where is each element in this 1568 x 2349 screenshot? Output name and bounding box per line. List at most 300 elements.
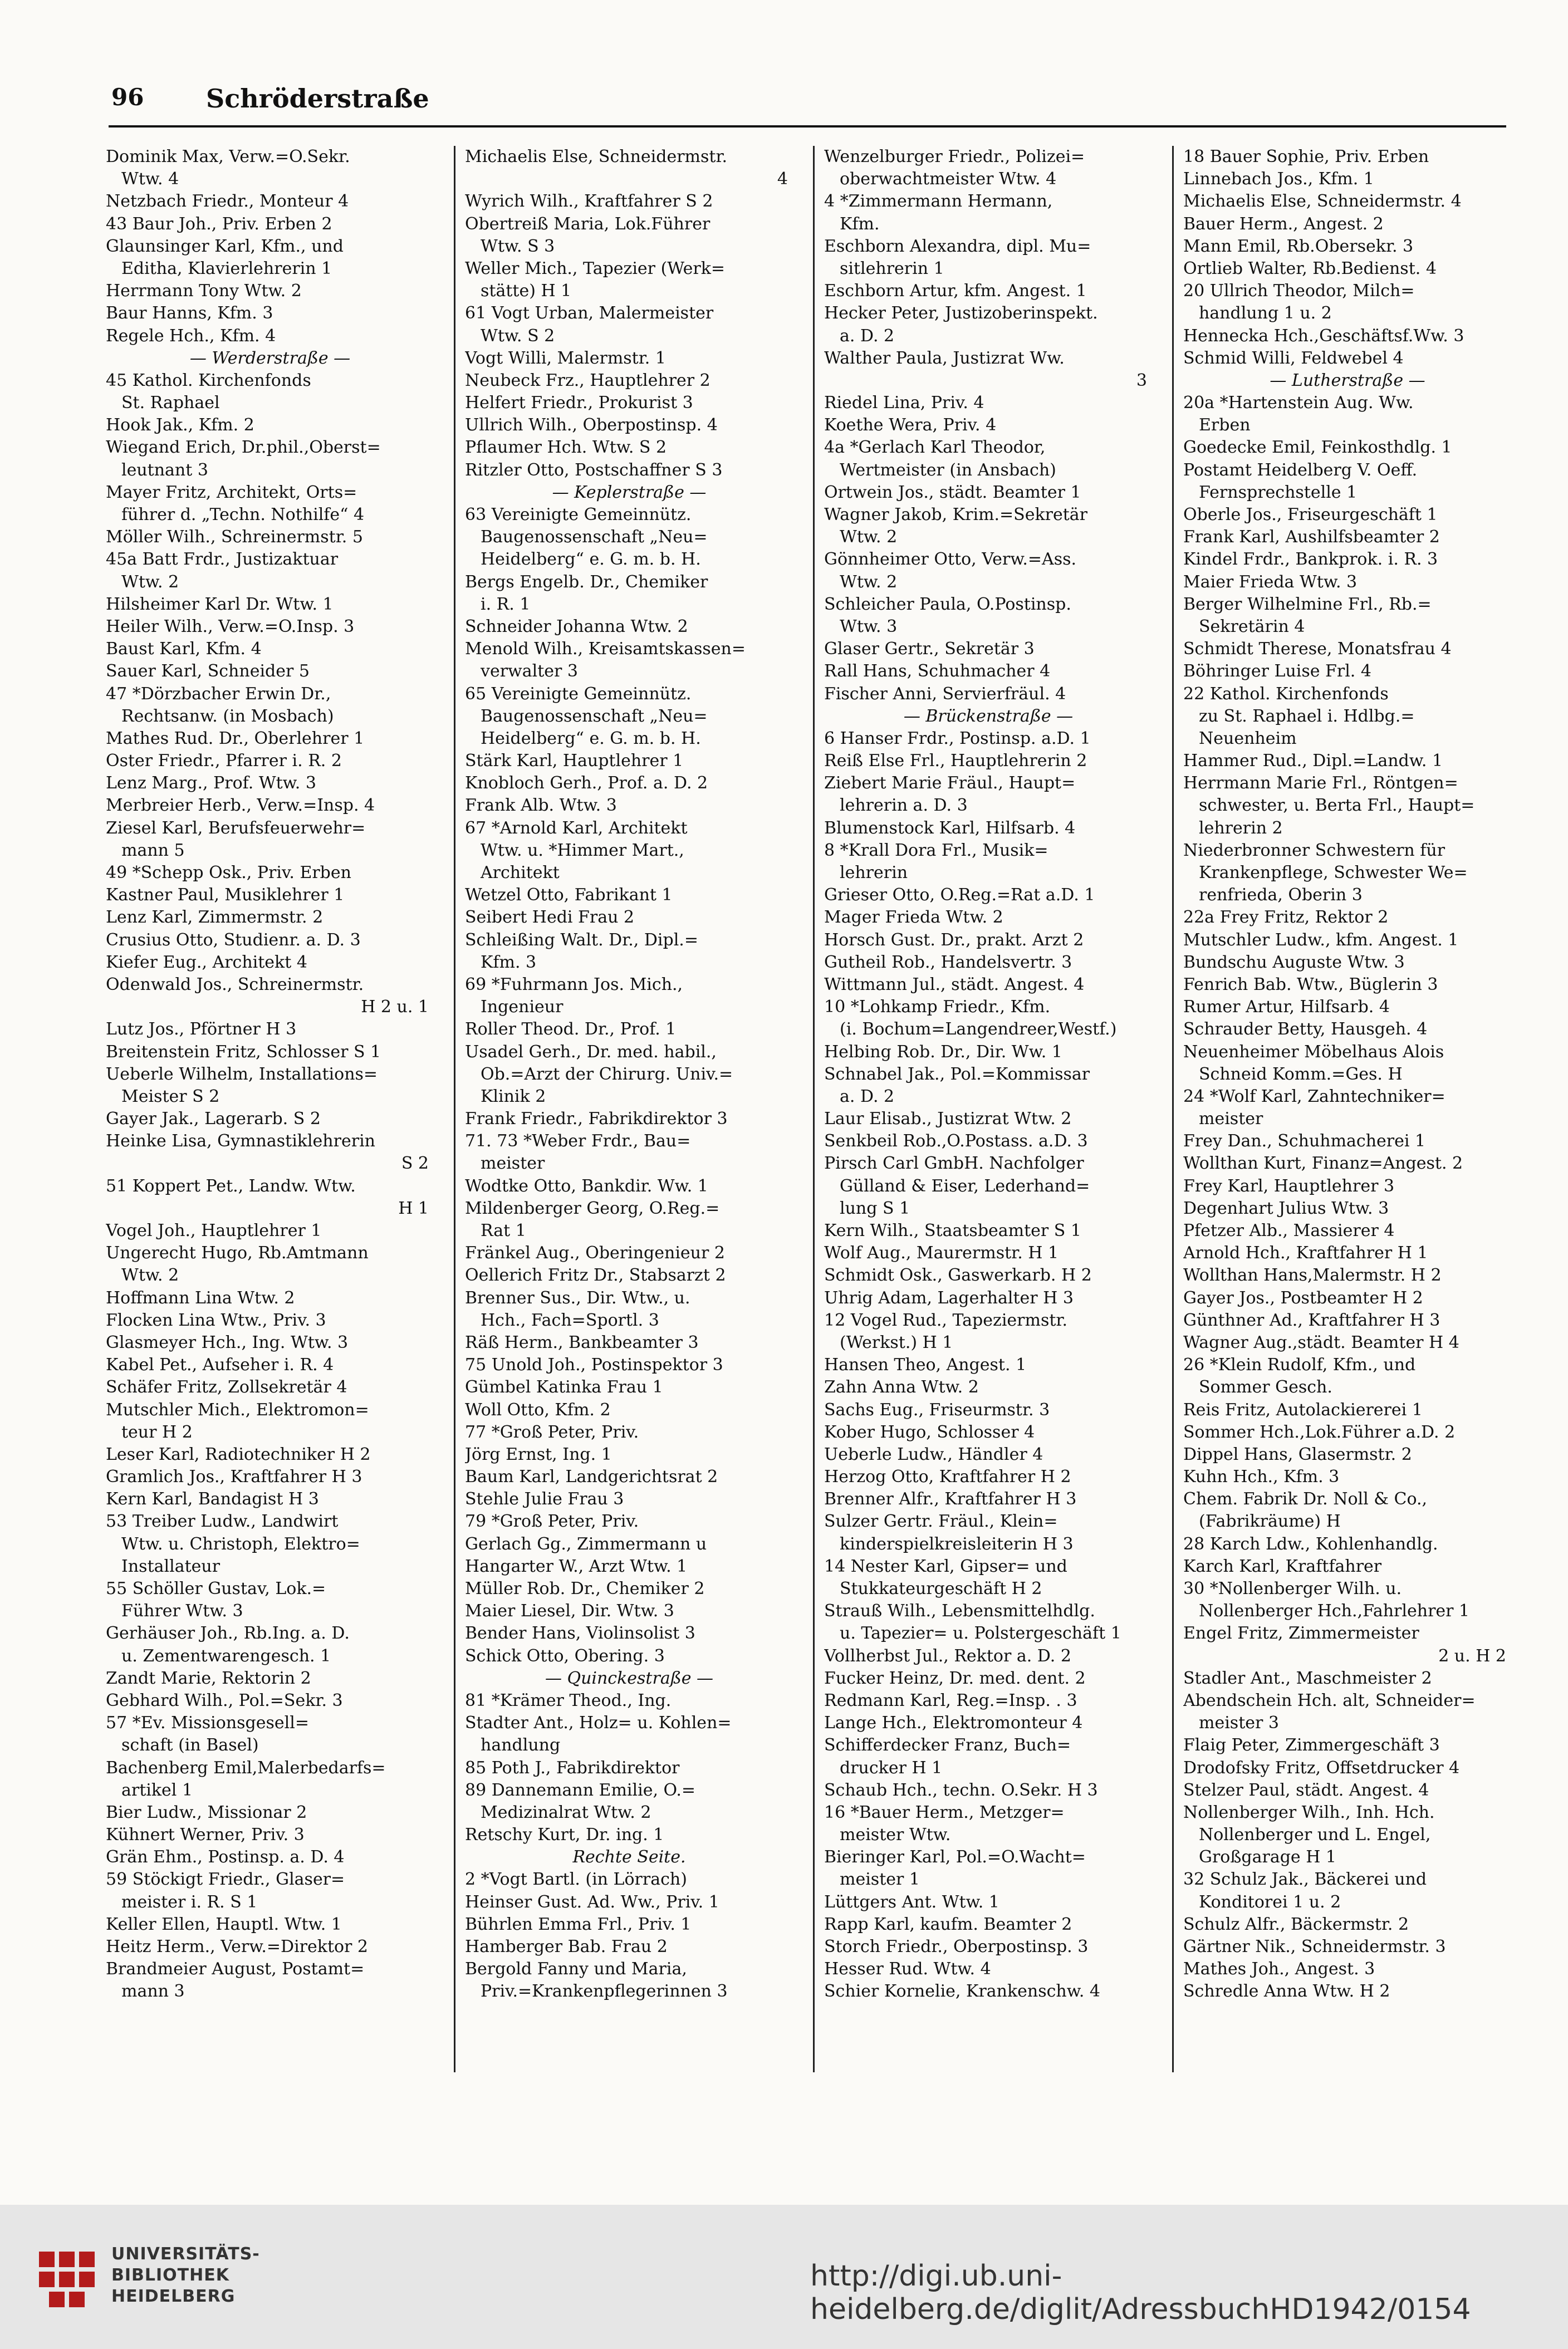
entry-continuation: handlung: [481, 1735, 561, 1755]
directory-entry: Kern Karl, Bandagist H 3: [106, 1489, 319, 1509]
directory-entry: Ullrich Wilh., Oberpostinsp. 4: [465, 415, 718, 435]
directory-entry: 22a Frey Fritz, Rektor 2: [1183, 908, 1389, 928]
directory-entry: 30 *Nollenberger Wilh. u.: [1183, 1579, 1402, 1598]
entry-continuation: Wtw. 3: [840, 616, 898, 636]
directory-entry: Hecker Peter, Justizoberinspekt.: [824, 303, 1098, 323]
entry-continuation: lehrerin: [840, 863, 908, 882]
directory-entry: Frank Friedr., Fabrikdirektor 3: [465, 1109, 728, 1129]
directory-entry: Berger Wilhelmine Frl., Rb.=: [1183, 594, 1432, 614]
directory-entry: 71. 73 *Weber Frdr., Bau=: [465, 1131, 691, 1151]
library-name-line: HEIDELBERG: [111, 2287, 236, 2306]
directory-entry: Grän Ehm., Postinsp. a. D. 4: [106, 1847, 345, 1867]
entry-continuation: Erben: [1199, 415, 1251, 435]
entry-continuation: Nollenberger und L. Engel,: [1199, 1825, 1431, 1845]
entry-continuation: kinderspielkreisleiterin H 3: [840, 1534, 1074, 1554]
entry-continuation: a. D. 2: [840, 1086, 895, 1106]
entry-continuation: (i. Bochum=Langendreer,Westf.): [840, 1019, 1117, 1039]
entry-continuation: verwalter 3: [481, 661, 578, 681]
section-heading: — Lutherstraße —: [1270, 370, 1425, 390]
directory-entry: Sauer Karl, Schneider 5: [106, 661, 310, 681]
directory-entry: 32 Schulz Jak., Bäckerei und: [1183, 1870, 1427, 1890]
entry-continuation: Fernsprechstelle 1: [1199, 482, 1358, 502]
directory-entry: 59 Stöckigt Friedr., Glaser=: [106, 1870, 345, 1890]
directory-entry: Helbing Rob. Dr., Dir. Ww. 1: [824, 1042, 1062, 1062]
entry-continuation: Kfm.: [840, 214, 880, 234]
directory-entry: Strauß Wilh., Lebensmittelhdlg.: [824, 1601, 1095, 1621]
directory-entry: 22 Kathol. Kirchenfonds: [1183, 684, 1389, 704]
directory-entry: Brandmeier August, Postamt=: [106, 1959, 365, 1979]
entry-continuation: Baugenossenschaft „Neu=: [481, 706, 708, 726]
directory-entry: Storch Friedr., Oberpostinsp. 3: [824, 1937, 1089, 1956]
directory-entry: 43 Baur Joh., Priv. Erben 2: [106, 214, 332, 234]
directory-entry: Schick Otto, Obering. 3: [465, 1646, 665, 1666]
directory-entry: Sommer Hch.,Lok.Führer a.D. 2: [1183, 1422, 1456, 1442]
entry-continuation: H 1: [398, 1198, 429, 1218]
directory-entry: 12 Vogel Rud., Tapeziermstr.: [824, 1310, 1067, 1330]
entry-continuation: (Fabrikräume) H: [1199, 1512, 1341, 1532]
directory-entry: Schrauder Betty, Hausgeh. 4: [1183, 1019, 1428, 1039]
directory-entry: Chem. Fabrik Dr. Noll & Co.,: [1183, 1489, 1428, 1509]
directory-entry: Glaser Gertr., Sekretär 3: [824, 639, 1035, 659]
entry-continuation: Ob.=Arzt der Chirurg. Univ.=: [481, 1064, 733, 1084]
directory-entry: Herzog Otto, Kraftfahrer H 2: [824, 1467, 1071, 1487]
entry-continuation: Wtw. S 2: [481, 326, 555, 346]
entry-continuation: Heidelberg“ e. G. m. b. H.: [481, 550, 701, 570]
directory-entry: 6 Hanser Frdr., Postinsp. a.D. 1: [824, 728, 1091, 748]
directory-entry: Wetzel Otto, Fabrikant 1: [465, 885, 673, 905]
permalink-url[interactable]: http://digi.ub.uni-heidelberg.de/diglit/AdressbuchHD1942/0154: [810, 2259, 1471, 2326]
directory-entry: 77 *Groß Peter, Priv.: [465, 1422, 639, 1442]
directory-entry: Kabel Pet., Aufseher i. R. 4: [106, 1355, 334, 1375]
directory-entry: Odenwald Jos., Schreinermstr.: [106, 974, 364, 994]
directory-entry: Bergs Engelb. Dr., Chemiker: [465, 572, 708, 592]
page-number: 96: [111, 84, 144, 111]
directory-entry: Heiler Wilh., Verw.=O.Insp. 3: [106, 616, 355, 636]
directory-entry: Vogt Willi, Malermstr. 1: [465, 348, 666, 368]
section-heading: — Keplerstraße —: [552, 482, 707, 502]
directory-entry: Böhringer Luise Frl. 4: [1183, 661, 1371, 681]
directory-entry: Pirsch Carl GmbH. Nachfolger: [824, 1154, 1084, 1174]
directory-entry: Kühnert Werner, Priv. 3: [106, 1825, 305, 1845]
directory-entry: 45 Kathol. Kirchenfonds: [106, 370, 311, 390]
directory-entry: Rumer Artur, Hilfsarb. 4: [1183, 997, 1390, 1017]
directory-entry: Lange Hch., Elektromonteur 4: [824, 1713, 1083, 1733]
directory-entry: Flocken Lina Wtw., Priv. 3: [106, 1310, 326, 1330]
directory-entry: Grieser Otto, O.Reg.=Rat a.D. 1: [824, 885, 1095, 905]
page-header: [111, 78, 1503, 128]
directory-entry: Oellerich Fritz Dr., Stabsarzt 2: [465, 1266, 726, 1286]
directory-entry: Crusius Otto, Studienr. a. D. 3: [106, 930, 361, 950]
directory-entry: Wollthan Kurt, Finanz=Angest. 2: [1183, 1154, 1463, 1174]
column-1: [106, 146, 434, 2083]
directory-entry: 61 Vogt Urban, Malermeister: [465, 303, 714, 323]
column-3: [824, 146, 1153, 2083]
directory-entry: Ritzler Otto, Postschaffner S 3: [465, 460, 723, 480]
directory-entry: Günthner Ad., Kraftfahrer H 3: [1183, 1310, 1440, 1330]
directory-entry: Gönnheimer Otto, Verw.=Ass.: [824, 550, 1077, 570]
directory-entry: 14 Nester Karl, Gipser= und: [824, 1556, 1067, 1576]
directory-entry: Degenhart Julius Wtw. 3: [1183, 1198, 1389, 1218]
directory-entry: Reiß Else Frl., Hauptlehrerin 2: [824, 751, 1087, 771]
directory-entry: Schäfer Fritz, Zollsekretär 4: [106, 1377, 347, 1397]
directory-entry: Goedecke Emil, Feinkosthdlg. 1: [1183, 438, 1452, 458]
viewer-footer: [0, 2205, 1568, 2349]
entry-continuation: Wtw. 2: [121, 572, 179, 592]
directory-entry: Stehle Julie Frau 3: [465, 1489, 624, 1509]
directory-entry: Vollherbst Jul., Rektor a. D. 2: [824, 1646, 1071, 1666]
entry-continuation: zu St. Raphael i. Hdlbg.=: [1199, 706, 1415, 726]
directory-entry: Lenz Karl, Zimmermstr. 2: [106, 908, 324, 928]
directory-entry: 28 Karch Ldw., Kohlenhandlg.: [1183, 1534, 1438, 1554]
directory-entry: Frey Dan., Schuhmacherei 1: [1183, 1131, 1426, 1151]
directory-entry: Oster Friedr., Pfarrer i. R. 2: [106, 751, 342, 771]
entry-continuation: schwester, u. Berta Frl., Haupt=: [1199, 796, 1475, 816]
directory-entry: Keller Ellen, Hauptl. Wtw. 1: [106, 1914, 342, 1934]
directory-entry: Blumenstock Karl, Hilfsarb. 4: [824, 818, 1076, 838]
directory-entry: Fischer Anni, Servierfräul. 4: [824, 684, 1066, 704]
directory-entry: Laur Elisab., Justizrat Wtw. 2: [824, 1109, 1072, 1129]
directory-entry: Linnebach Jos., Kfm. 1: [1183, 169, 1374, 189]
entry-continuation: Wtw. u. Christoph, Elektro=: [121, 1534, 360, 1554]
directory-entry: Menold Wilh., Kreisamtskassen=: [465, 639, 746, 659]
entry-continuation: Wtw. S 3: [481, 236, 555, 256]
directory-entry: Wyrich Wilh., Kraftfahrer S 2: [465, 192, 713, 212]
directory-entry: 75 Unold Joh., Postinspektor 3: [465, 1355, 723, 1375]
entry-continuation: St. Raphael: [121, 393, 220, 413]
directory-entry: Nollenberger Wilh., Inh. Hch.: [1183, 1802, 1435, 1822]
directory-entry: Rall Hans, Schuhmacher 4: [824, 661, 1051, 681]
directory-entry: Schaub Hch., techn. O.Sekr. H 3: [824, 1780, 1098, 1800]
entry-continuation: schaft (in Basel): [121, 1735, 259, 1755]
entry-continuation: Neuenheim: [1199, 728, 1297, 748]
directory-entry: Herrmann Tony Wtw. 2: [106, 281, 302, 301]
entry-continuation: meister i. R. S 1: [121, 1892, 258, 1912]
entry-continuation: 4: [777, 169, 788, 189]
directory-entry: 51 Koppert Pet., Landw. Wtw.: [106, 1176, 356, 1196]
directory-entry: Wiegand Erich, Dr.phil.,Oberst=: [106, 438, 381, 458]
entry-continuation: Wtw. 2: [121, 1266, 179, 1286]
directory-entry: Brenner Sus., Dir. Wtw., u.: [465, 1288, 690, 1308]
column-2: [465, 146, 793, 2083]
directory-entry: Engel Fritz, Zimmermeister: [1183, 1624, 1419, 1644]
directory-entry: Mathes Joh., Angest. 3: [1183, 1959, 1375, 1979]
entry-continuation: Editha, Klavierlehrerin 1: [121, 258, 332, 278]
directory-entry: Glasmeyer Hch., Ing. Wtw. 3: [106, 1332, 349, 1352]
directory-entry: Fränkel Aug., Oberingenieur 2: [465, 1243, 725, 1263]
directory-entry: Mutschler Mich., Elektromon=: [106, 1400, 369, 1420]
directory-entry: Müller Rob. Dr., Chemiker 2: [465, 1579, 705, 1598]
directory-entry: Bührlen Emma Frl., Priv. 1: [465, 1914, 692, 1934]
directory-entry: Bieringer Karl, Pol.=O.Wacht=: [824, 1847, 1086, 1867]
directory-entry: Bundschu Auguste Wtw. 3: [1183, 952, 1405, 972]
directory-entry: Bier Ludw., Missionar 2: [106, 1802, 307, 1822]
entry-continuation: 2 u. H 2: [1438, 1646, 1506, 1666]
directory-entry: Neuenheimer Möbelhaus Alois: [1183, 1042, 1444, 1062]
directory-entry: Kober Hugo, Schlosser 4: [824, 1422, 1035, 1442]
directory-entry: Regele Hch., Kfm. 4: [106, 326, 276, 346]
directory-entry: Gerlach Gg., Zimmermann u: [465, 1534, 707, 1554]
directory-entry: 26 *Klein Rudolf, Kfm., und: [1183, 1355, 1416, 1375]
directory-entry: Baur Hanns, Kfm. 3: [106, 303, 273, 323]
entry-continuation: Wtw. 4: [121, 169, 179, 189]
entry-continuation: meister 1: [840, 1870, 920, 1890]
entry-continuation: stätte) H 1: [481, 281, 572, 301]
directory-entry: Gayer Jos., Postbeamter H 2: [1183, 1288, 1423, 1308]
entry-continuation: Krankenpflege, Schwester We=: [1199, 863, 1468, 882]
directory-entry: Gärtner Nik., Schneidermstr. 3: [1183, 1937, 1446, 1956]
entry-continuation: Architekt: [481, 863, 560, 882]
directory-entry: Ortlieb Walter, Rb.Bedienst. 4: [1183, 258, 1437, 278]
directory-entry: Knobloch Gerh., Prof. a. D. 2: [465, 773, 708, 793]
entry-continuation: Baugenossenschaft „Neu=: [481, 527, 708, 547]
directory-entry: Kuhn Hch., Kfm. 3: [1183, 1467, 1340, 1487]
entry-continuation: u. Tapezier= u. Polstergeschäft 1: [840, 1624, 1121, 1644]
entry-continuation: lung S 1: [840, 1198, 910, 1218]
directory-entry: Hammer Rud., Dipl.=Landw. 1: [1183, 751, 1443, 771]
directory-entry: Wittmann Jul., städt. Angest. 4: [824, 974, 1085, 994]
directory-entry: Zandt Marie, Rektorin 2: [106, 1668, 311, 1688]
directory-entry: Schnabel Jak., Pol.=Kommissar: [824, 1064, 1090, 1084]
entry-continuation: Schneid Komm.=Ges. H: [1199, 1064, 1403, 1084]
directory-entry: 55 Schöller Gustav, Lok.=: [106, 1579, 326, 1598]
directory-entry: Mildenberger Georg, O.Reg.=: [465, 1198, 720, 1218]
directory-entry: Kern Wilh., Staatsbeamter S 1: [824, 1221, 1081, 1240]
entry-continuation: 3: [1136, 370, 1147, 390]
library-name-line: UNIVERSITÄTS-: [111, 2244, 260, 2264]
entry-continuation: Medizinalrat Wtw. 2: [481, 1802, 651, 1822]
entry-continuation: Nollenberger Hch.,Fahrlehrer 1: [1199, 1601, 1470, 1621]
directory-entry: Senkbeil Rob.,O.Postass. a.D. 3: [824, 1131, 1088, 1151]
directory-entry: Obertreiß Maria, Lok.Führer: [465, 214, 710, 234]
entry-continuation: drucker H 1: [840, 1758, 943, 1778]
section-heading: — Quinckestraße —: [545, 1668, 714, 1688]
entry-continuation: Wtw. 2: [840, 527, 898, 547]
directory-entry: Heinke Lisa, Gymnastiklehrerin: [106, 1131, 375, 1151]
entry-continuation: Kfm. 3: [481, 952, 537, 972]
entry-continuation: Priv.=Krankenpflegerinnen 3: [481, 1982, 728, 2002]
section-heading: — Werderstraße —: [189, 348, 351, 368]
directory-entry: Merbreier Herb., Verw.=Insp. 4: [106, 796, 375, 816]
directory-entry: 20 Ullrich Theodor, Milch=: [1183, 281, 1415, 301]
university-logo-icon: [33, 2240, 100, 2313]
directory-entry: Schleicher Paula, O.Postinsp.: [824, 594, 1071, 614]
directory-entry: Ortwein Jos., städt. Beamter 1: [824, 482, 1081, 502]
directory-entry: Wollthan Hans,Malermstr. H 2: [1183, 1266, 1442, 1286]
directory-entry: 2 *Vogt Bartl. (in Lörrach): [465, 1870, 687, 1890]
entry-continuation: teur H 2: [121, 1422, 193, 1442]
directory-entry: Horsch Gust. Dr., prakt. Arzt 2: [824, 930, 1084, 950]
directory-entry: 8 *Krall Dora Frl., Musik=: [824, 840, 1048, 860]
directory-entry: Gramlich Jos., Kraftfahrer H 3: [106, 1467, 362, 1487]
directory-entry: Hennecka Hch.,Geschäftsf.Ww. 3: [1183, 326, 1464, 346]
directory-entry: Reis Fritz, Autolackiererei 1: [1183, 1400, 1423, 1420]
directory-entry: Hansen Theo, Angest. 1: [824, 1355, 1027, 1375]
directory-entry: Gayer Jak., Lagerarb. S 2: [106, 1109, 321, 1129]
directory-entry: Heitz Herm., Verw.=Direktor 2: [106, 1937, 369, 1956]
directory-entry: Woll Otto, Kfm. 2: [465, 1400, 611, 1420]
directory-entry: Mutschler Ludw., kfm. Angest. 1: [1183, 930, 1459, 950]
entry-continuation: mann 3: [121, 1982, 185, 2002]
directory-entry: Jörg Ernst, Ing. 1: [465, 1444, 612, 1464]
directory-entry: Arnold Hch., Kraftfahrer H 1: [1183, 1243, 1428, 1263]
entry-continuation: lehrerin 2: [1199, 818, 1283, 838]
directory-entry: Roller Theod. Dr., Prof. 1: [465, 1019, 677, 1039]
directory-entry: Niederbronner Schwestern für: [1183, 840, 1445, 860]
directory-entry: Heinser Gust. Ad. Ww., Priv. 1: [465, 1892, 719, 1912]
directory-entry: Hilsheimer Karl Dr. Wtw. 1: [106, 594, 334, 614]
directory-entry: Dippel Hans, Glasermstr. 2: [1183, 1444, 1412, 1464]
column-4: [1183, 146, 1512, 2083]
entry-continuation: Heidelberg“ e. G. m. b. H.: [481, 728, 701, 748]
directory-entry: Sachs Eug., Friseurmstr. 3: [824, 1400, 1050, 1420]
directory-entry: Schmidt Therese, Monatsfrau 4: [1183, 639, 1452, 659]
directory-entry: Hoffmann Lina Wtw. 2: [106, 1288, 295, 1308]
directory-entry: Stelzer Paul, städt. Angest. 4: [1183, 1780, 1429, 1800]
directory-entry: Usadel Gerh., Dr. med. habil.,: [465, 1042, 717, 1062]
directory-entry: Eschborn Alexandra, dipl. Mu=: [824, 236, 1091, 256]
directory-entry: Karch Karl, Kraftfahrer: [1183, 1556, 1382, 1576]
entry-continuation: Wtw. 2: [840, 572, 898, 592]
directory-entry: 24 *Wolf Karl, Zahntechniker=: [1183, 1086, 1445, 1106]
entry-continuation: Wertmeister (in Ansbach): [840, 460, 1056, 480]
directory-entry: Michaelis Else, Schneidermstr.: [465, 147, 728, 166]
directory-entry: Wodtke Otto, Bankdir. Ww. 1: [465, 1176, 708, 1196]
entry-continuation: Meister S 2: [121, 1086, 220, 1106]
entry-continuation: Großgarage H 1: [1199, 1847, 1337, 1867]
entry-continuation: Rat 1: [481, 1221, 526, 1240]
directory-entry: Maier Frieda Wtw. 3: [1183, 572, 1358, 592]
directory-entry: Gümbel Katinka Frau 1: [465, 1377, 663, 1397]
directory-entry: Oberle Jos., Friseurgeschäft 1: [1183, 505, 1438, 524]
directory-entry: Bachenberg Emil,Malerbedarfs=: [106, 1758, 386, 1778]
entry-continuation: mann 5: [121, 840, 185, 860]
entry-continuation: i. R. 1: [481, 594, 531, 614]
entry-continuation: renfrieda, Oberin 3: [1199, 885, 1363, 905]
entry-continuation: Rechtsanw. (in Mosbach): [121, 706, 334, 726]
entry-continuation: meister Wtw.: [840, 1825, 951, 1845]
directory-entry: Stärk Karl, Hauptlehrer 1: [465, 751, 684, 771]
entry-continuation: handlung 1 u. 2: [1199, 303, 1332, 323]
directory-entry: 85 Poth J., Fabrikdirektor: [465, 1758, 680, 1778]
entry-continuation: Gülland & Eiser, Lederhand=: [840, 1176, 1090, 1196]
directory-entry: Flaig Peter, Zimmergeschäft 3: [1183, 1735, 1440, 1755]
entry-continuation: Wtw. u. *Himmer Mart.,: [481, 840, 684, 860]
directory-entry: Michaelis Else, Schneidermstr. 4: [1183, 192, 1462, 212]
directory-entry: Drodofsky Fritz, Offsetdrucker 4: [1183, 1758, 1460, 1778]
directory-entry: Vogel Joh., Hauptlehrer 1: [106, 1221, 322, 1240]
entry-continuation: S 2: [401, 1154, 429, 1174]
directory-entry: Frank Alb. Wtw. 3: [465, 796, 617, 816]
entry-continuation: Hch., Fach=Sportl. 3: [481, 1310, 659, 1330]
directory-entry: Pfetzer Alb., Massierer 4: [1183, 1221, 1395, 1240]
directory-entry: Uhrig Adam, Lagerhalter H 3: [824, 1288, 1074, 1308]
entry-continuation: artikel 1: [121, 1780, 193, 1800]
directory-entry: Retschy Kurt, Dr. ing. 1: [465, 1825, 664, 1845]
directory-entry: 89 Dannemann Emilie, O.=: [465, 1780, 696, 1800]
directory-entry: Ziebert Marie Fräul., Haupt=: [824, 773, 1076, 793]
directory-entry: 65 Vereinigte Gemeinnütz.: [465, 684, 692, 704]
directory-entry: Leser Karl, Radiotechniker H 2: [106, 1444, 371, 1464]
entry-continuation: oberwachtmeister Wtw. 4: [840, 169, 1057, 189]
directory-entry: Helfert Friedr., Prokurist 3: [465, 393, 693, 413]
entry-continuation: leutnant 3: [121, 460, 208, 480]
directory-entry: Frey Karl, Hauptlehrer 3: [1183, 1176, 1395, 1196]
street-header: Schröderstraße: [206, 84, 429, 114]
directory-entry: Herrmann Marie Frl., Röntgen=: [1183, 773, 1458, 793]
entry-continuation: meister 3: [1199, 1713, 1279, 1733]
column-divider: [454, 146, 455, 2072]
entry-continuation: Sekretärin 4: [1199, 616, 1305, 636]
directory-entry: Fenrich Bab. Wtw., Büglerin 3: [1183, 974, 1438, 994]
library-name: [111, 2244, 260, 2307]
column-divider: [813, 146, 815, 2072]
directory-entry: Gerhäuser Joh., Rb.Ing. a. D.: [106, 1624, 350, 1644]
directory-entry: Frank Karl, Aushilfsbeamter 2: [1183, 527, 1440, 547]
directory-entry: Redmann Karl, Reg.=Insp. . 3: [824, 1690, 1077, 1710]
directory-entry: Lutz Jos., Pförtner H 3: [106, 1019, 297, 1039]
directory-entry: Kastner Paul, Musiklehrer 1: [106, 885, 345, 905]
entry-continuation: lehrerin a. D. 3: [840, 796, 968, 816]
directory-entry: 63 Vereinigte Gemeinnütz.: [465, 505, 692, 524]
directory-entry: Gebhard Wilh., Pol.=Sekr. 3: [106, 1690, 343, 1710]
directory-entry: Kindel Frdr., Bankprok. i. R. 3: [1183, 550, 1438, 570]
directory-entry: 16 *Bauer Herm., Metzger=: [824, 1802, 1065, 1822]
directory-entry: Schredle Anna Wtw. H 2: [1183, 1982, 1390, 2002]
directory-entry: Abendschein Hch. alt, Schneider=: [1183, 1690, 1476, 1710]
directory-entry: Eschborn Artur, kfm. Angest. 1: [824, 281, 1087, 301]
directory-entry: Wenzelburger Friedr., Polizei=: [824, 147, 1085, 166]
directory-entry: Hesser Rud. Wtw. 4: [824, 1959, 991, 1979]
directory-entry: Neubeck Frz., Hauptlehrer 2: [465, 370, 710, 390]
directory-entry: Schneider Johanna Wtw. 2: [465, 616, 688, 636]
directory-entry: 45a Batt Frdr., Justizaktuar: [106, 550, 339, 570]
section-heading: Rechte Seite.: [572, 1847, 686, 1867]
directory-entry: Gutheil Rob., Handelsvertr. 3: [824, 952, 1072, 972]
directory-entry: Ziesel Karl, Berufsfeuerwehr=: [106, 818, 366, 838]
entry-continuation: Installateur: [121, 1556, 220, 1576]
directory-entry: Dominik Max, Verw.=O.Sekr.: [106, 147, 350, 166]
directory-entry: Mager Frieda Wtw. 2: [824, 908, 1003, 928]
directory-entry: Schier Kornelie, Krankenschw. 4: [824, 1982, 1101, 2002]
directory-entry: Möller Wilh., Schreinermstr. 5: [106, 527, 363, 547]
directory-entry: Schmidt Osk., Gaswerkarb. H 2: [824, 1266, 1092, 1286]
directory-entry: Bauer Herm., Angest. 2: [1183, 214, 1384, 234]
directory-entry: Wagner Jakob, Krim.=Sekretär: [824, 505, 1088, 524]
directory-entry: Bergold Fanny und Maria,: [465, 1959, 687, 1979]
directory-entry: 20a *Hartenstein Aug. Ww.: [1183, 393, 1414, 413]
entry-continuation: Klinik 2: [481, 1086, 546, 1106]
library-name-line: BIBLIOTHEK: [111, 2265, 229, 2285]
directory-entry: Mathes Rud. Dr., Oberlehrer 1: [106, 728, 365, 748]
directory-entry: 81 *Krämer Theod., Ing.: [465, 1690, 672, 1710]
directory-entry: Fucker Heinz, Dr. med. dent. 2: [824, 1668, 1086, 1688]
entry-continuation: Sommer Gesch.: [1199, 1377, 1332, 1397]
column-divider: [1172, 146, 1174, 2072]
directory-entry: 69 *Fuhrmann Jos. Mich.,: [465, 974, 683, 994]
directory-entry: Ungerecht Hugo, Rb.Amtmann: [106, 1243, 369, 1263]
directory-entry: 79 *Groß Peter, Priv.: [465, 1512, 639, 1532]
directory-entry: Schulz Alfr., Bäckermstr. 2: [1183, 1914, 1409, 1934]
directory-entry: Schleißing Walt. Dr., Dipl.=: [465, 930, 698, 950]
directory-entry: Sulzer Gertr. Fräul., Klein=: [824, 1512, 1058, 1532]
directory-entry: Bender Hans, Violinsolist 3: [465, 1624, 695, 1644]
directory-entry: Riedel Lina, Priv. 4: [824, 393, 984, 413]
directory-entry: Lüttgers Ant. Wtw. 1: [824, 1892, 999, 1912]
entry-continuation: a. D. 2: [840, 326, 895, 346]
directory-entry: Wagner Aug.,städt. Beamter H 4: [1183, 1332, 1459, 1352]
directory-entry: Schifferdecker Franz, Buch=: [824, 1735, 1071, 1755]
directory-entry: Schmid Willi, Feldwebel 4: [1183, 348, 1404, 368]
